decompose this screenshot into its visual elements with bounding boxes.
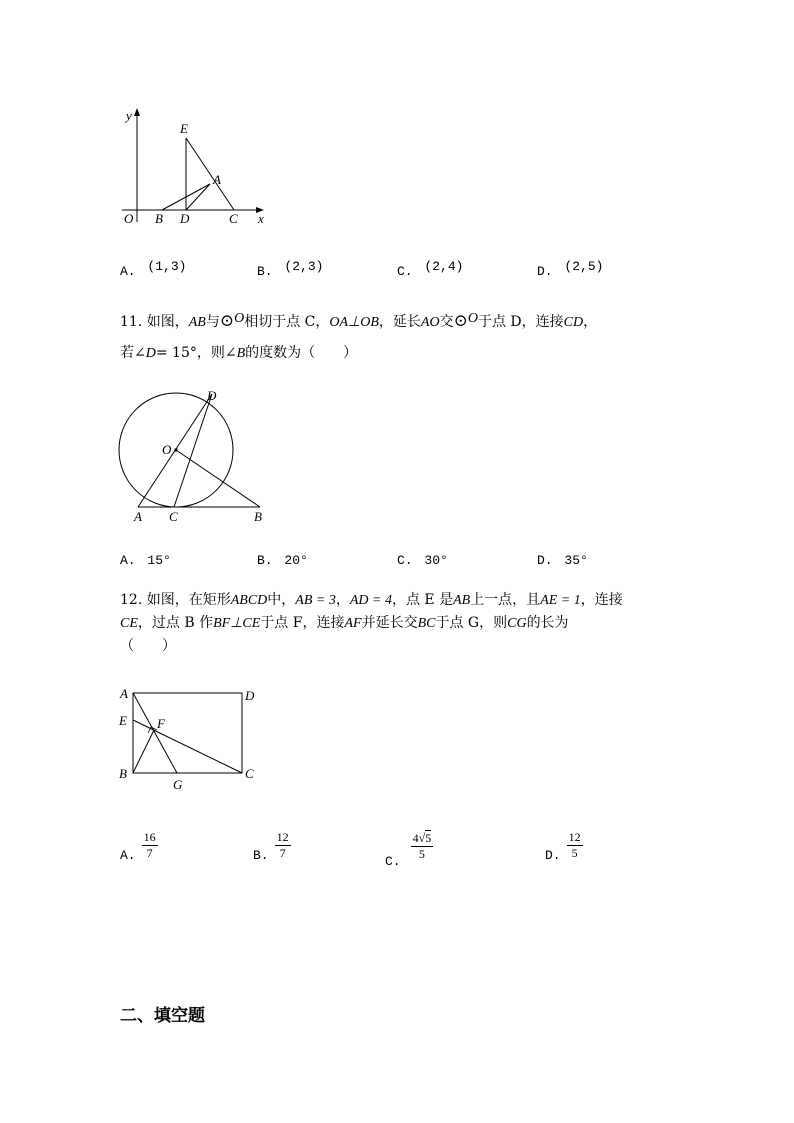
sqrt-icon: √ — [418, 831, 426, 845]
fraction — [275, 830, 291, 861]
option-letter: D. — [537, 553, 553, 568]
option-letter: A. — [120, 264, 136, 279]
option-value: 35° — [564, 553, 588, 568]
option-value: (2,5) — [564, 259, 604, 274]
math: CG — [507, 616, 527, 631]
q11-option-c[interactable] — [397, 553, 448, 568]
fig12-label-G: G — [173, 777, 183, 792]
circle-symbol: ⊙ — [453, 311, 468, 331]
fig12-label-D: D — [245, 688, 255, 703]
fraction-denominator: 7 — [279, 846, 286, 860]
figure-q10-coordinate — [112, 104, 282, 234]
option-letter: C. — [397, 553, 413, 568]
q10-option-a[interactable] — [120, 259, 187, 279]
option-value: (1,3) — [147, 259, 187, 274]
text: 中， — [267, 592, 296, 608]
q12-option-b[interactable] — [253, 830, 291, 867]
math: CD — [563, 315, 584, 330]
text: ，过点 B 作 — [137, 615, 214, 631]
math: AF — [344, 616, 362, 631]
q12-text-line3 — [120, 636, 176, 656]
fig10-label-O: O — [124, 211, 134, 226]
fraction-numerator: 12 — [568, 830, 581, 844]
fig11-label-B: B — [254, 509, 262, 524]
q11-text-line2 — [120, 343, 357, 364]
option-value: 15° — [147, 553, 171, 568]
q10-option-d[interactable] — [537, 259, 604, 279]
math: CE — [120, 616, 138, 631]
fig10-label-C: C — [229, 211, 238, 226]
text: ，延长 — [378, 314, 421, 330]
q12-option-c[interactable] — [385, 831, 433, 869]
q10-option-c[interactable] — [397, 259, 464, 279]
fig10-label-x: x — [258, 211, 264, 226]
option-value: 20° — [284, 553, 308, 568]
text: ，点 E 是 — [391, 592, 454, 608]
text: 于点 G，则 — [435, 615, 508, 631]
q12-option-a[interactable] — [120, 830, 158, 867]
fraction-denominator: 7 — [146, 846, 153, 860]
q10-option-b[interactable] — [257, 259, 324, 279]
math: OA⊥OB — [329, 315, 379, 330]
fig10-label-B: B — [155, 211, 163, 226]
math: BF⊥CE — [213, 616, 261, 631]
math: ABCD — [230, 593, 268, 608]
text: 的度数为（ ） — [245, 345, 358, 361]
option-letter: D. — [537, 264, 553, 279]
fig12-label-C: C — [245, 766, 254, 781]
text: 如图，在矩形 — [146, 592, 231, 608]
text: 上一点，且 — [470, 592, 541, 608]
fig12-label-B: B — [119, 766, 127, 781]
option-letter: B. — [257, 553, 273, 568]
math: B — [236, 346, 246, 361]
fraction — [567, 830, 583, 861]
option-letter: A. — [120, 848, 136, 863]
text: ， — [335, 592, 350, 608]
fraction-denominator: 5 — [418, 847, 425, 861]
fig10-label-E: E — [180, 121, 188, 136]
q11-text-line1 — [120, 311, 597, 333]
radical-coefficient: 4 — [412, 831, 419, 845]
fig10-label-D: D — [180, 211, 190, 226]
math: AB = 3 — [295, 593, 336, 608]
option-letter: C. — [385, 854, 401, 869]
math: O — [467, 311, 478, 326]
fraction-numerator — [411, 831, 434, 847]
text: 交 — [439, 314, 454, 330]
fraction — [411, 831, 434, 862]
fig10-label-A: A — [213, 172, 221, 187]
math: O — [234, 311, 245, 326]
math: D — [145, 346, 156, 361]
q11-option-a[interactable] — [120, 553, 171, 568]
option-letter: C. — [397, 264, 413, 279]
fig10-label-y: y — [126, 108, 132, 123]
fig11-label-C: C — [169, 509, 178, 524]
option-value: (2,4) — [424, 259, 464, 274]
option-letter: B. — [257, 264, 273, 279]
fig12-label-E: E — [119, 713, 127, 728]
fig11-label-A: A — [134, 509, 142, 524]
q11-option-d[interactable] — [537, 553, 588, 568]
circle-symbol: ⊙ — [219, 311, 235, 331]
fraction-denominator: 5 — [571, 846, 578, 860]
text: 的长为 — [526, 615, 569, 631]
math: AO — [420, 315, 440, 330]
q12-option-d[interactable] — [545, 830, 583, 867]
fraction — [142, 830, 158, 861]
fig11-label-D: D — [207, 388, 217, 403]
figure-q12-rectangle — [112, 682, 272, 797]
question-number: 11. — [120, 314, 143, 330]
q12-text-line1 — [120, 590, 623, 611]
math: AB — [188, 315, 206, 330]
math: AD = 4 — [349, 593, 392, 608]
fig12-label-F: F — [157, 716, 165, 731]
figure-q11-circle — [112, 386, 277, 526]
option-letter: D. — [545, 848, 561, 863]
q12-text-line2 — [120, 613, 569, 634]
text: 若∠ — [120, 345, 146, 361]
math: AE = 1 — [540, 593, 581, 608]
radicand: 5 — [425, 831, 432, 845]
text: 相切于点 C， — [244, 314, 330, 330]
text: ，连接 — [580, 592, 623, 608]
option-letter: B. — [253, 848, 269, 863]
fig11-label-O: O — [162, 442, 172, 457]
option-value: (2,3) — [284, 259, 324, 274]
text: 与 — [205, 314, 220, 330]
answer-blank: （ ） — [120, 638, 176, 654]
text: 于点 D，连接 — [477, 314, 564, 330]
math: BC — [417, 616, 436, 631]
section-heading: 二、填空题 — [120, 1006, 205, 1026]
text: 并延长交 — [361, 615, 418, 631]
text: 于点 F，连接 — [260, 615, 345, 631]
text: = 15°，则∠ — [155, 345, 237, 361]
math: AB — [453, 593, 471, 608]
q11-option-b[interactable] — [257, 553, 308, 568]
text: ， — [583, 314, 598, 330]
option-value: 30° — [424, 553, 448, 568]
option-letter: A. — [120, 553, 136, 568]
question-number: 12. — [120, 592, 143, 608]
fraction-numerator: 16 — [143, 830, 156, 844]
fraction-numerator: 12 — [276, 830, 289, 844]
text: 如图， — [146, 314, 189, 330]
fig12-label-A: A — [120, 686, 128, 701]
